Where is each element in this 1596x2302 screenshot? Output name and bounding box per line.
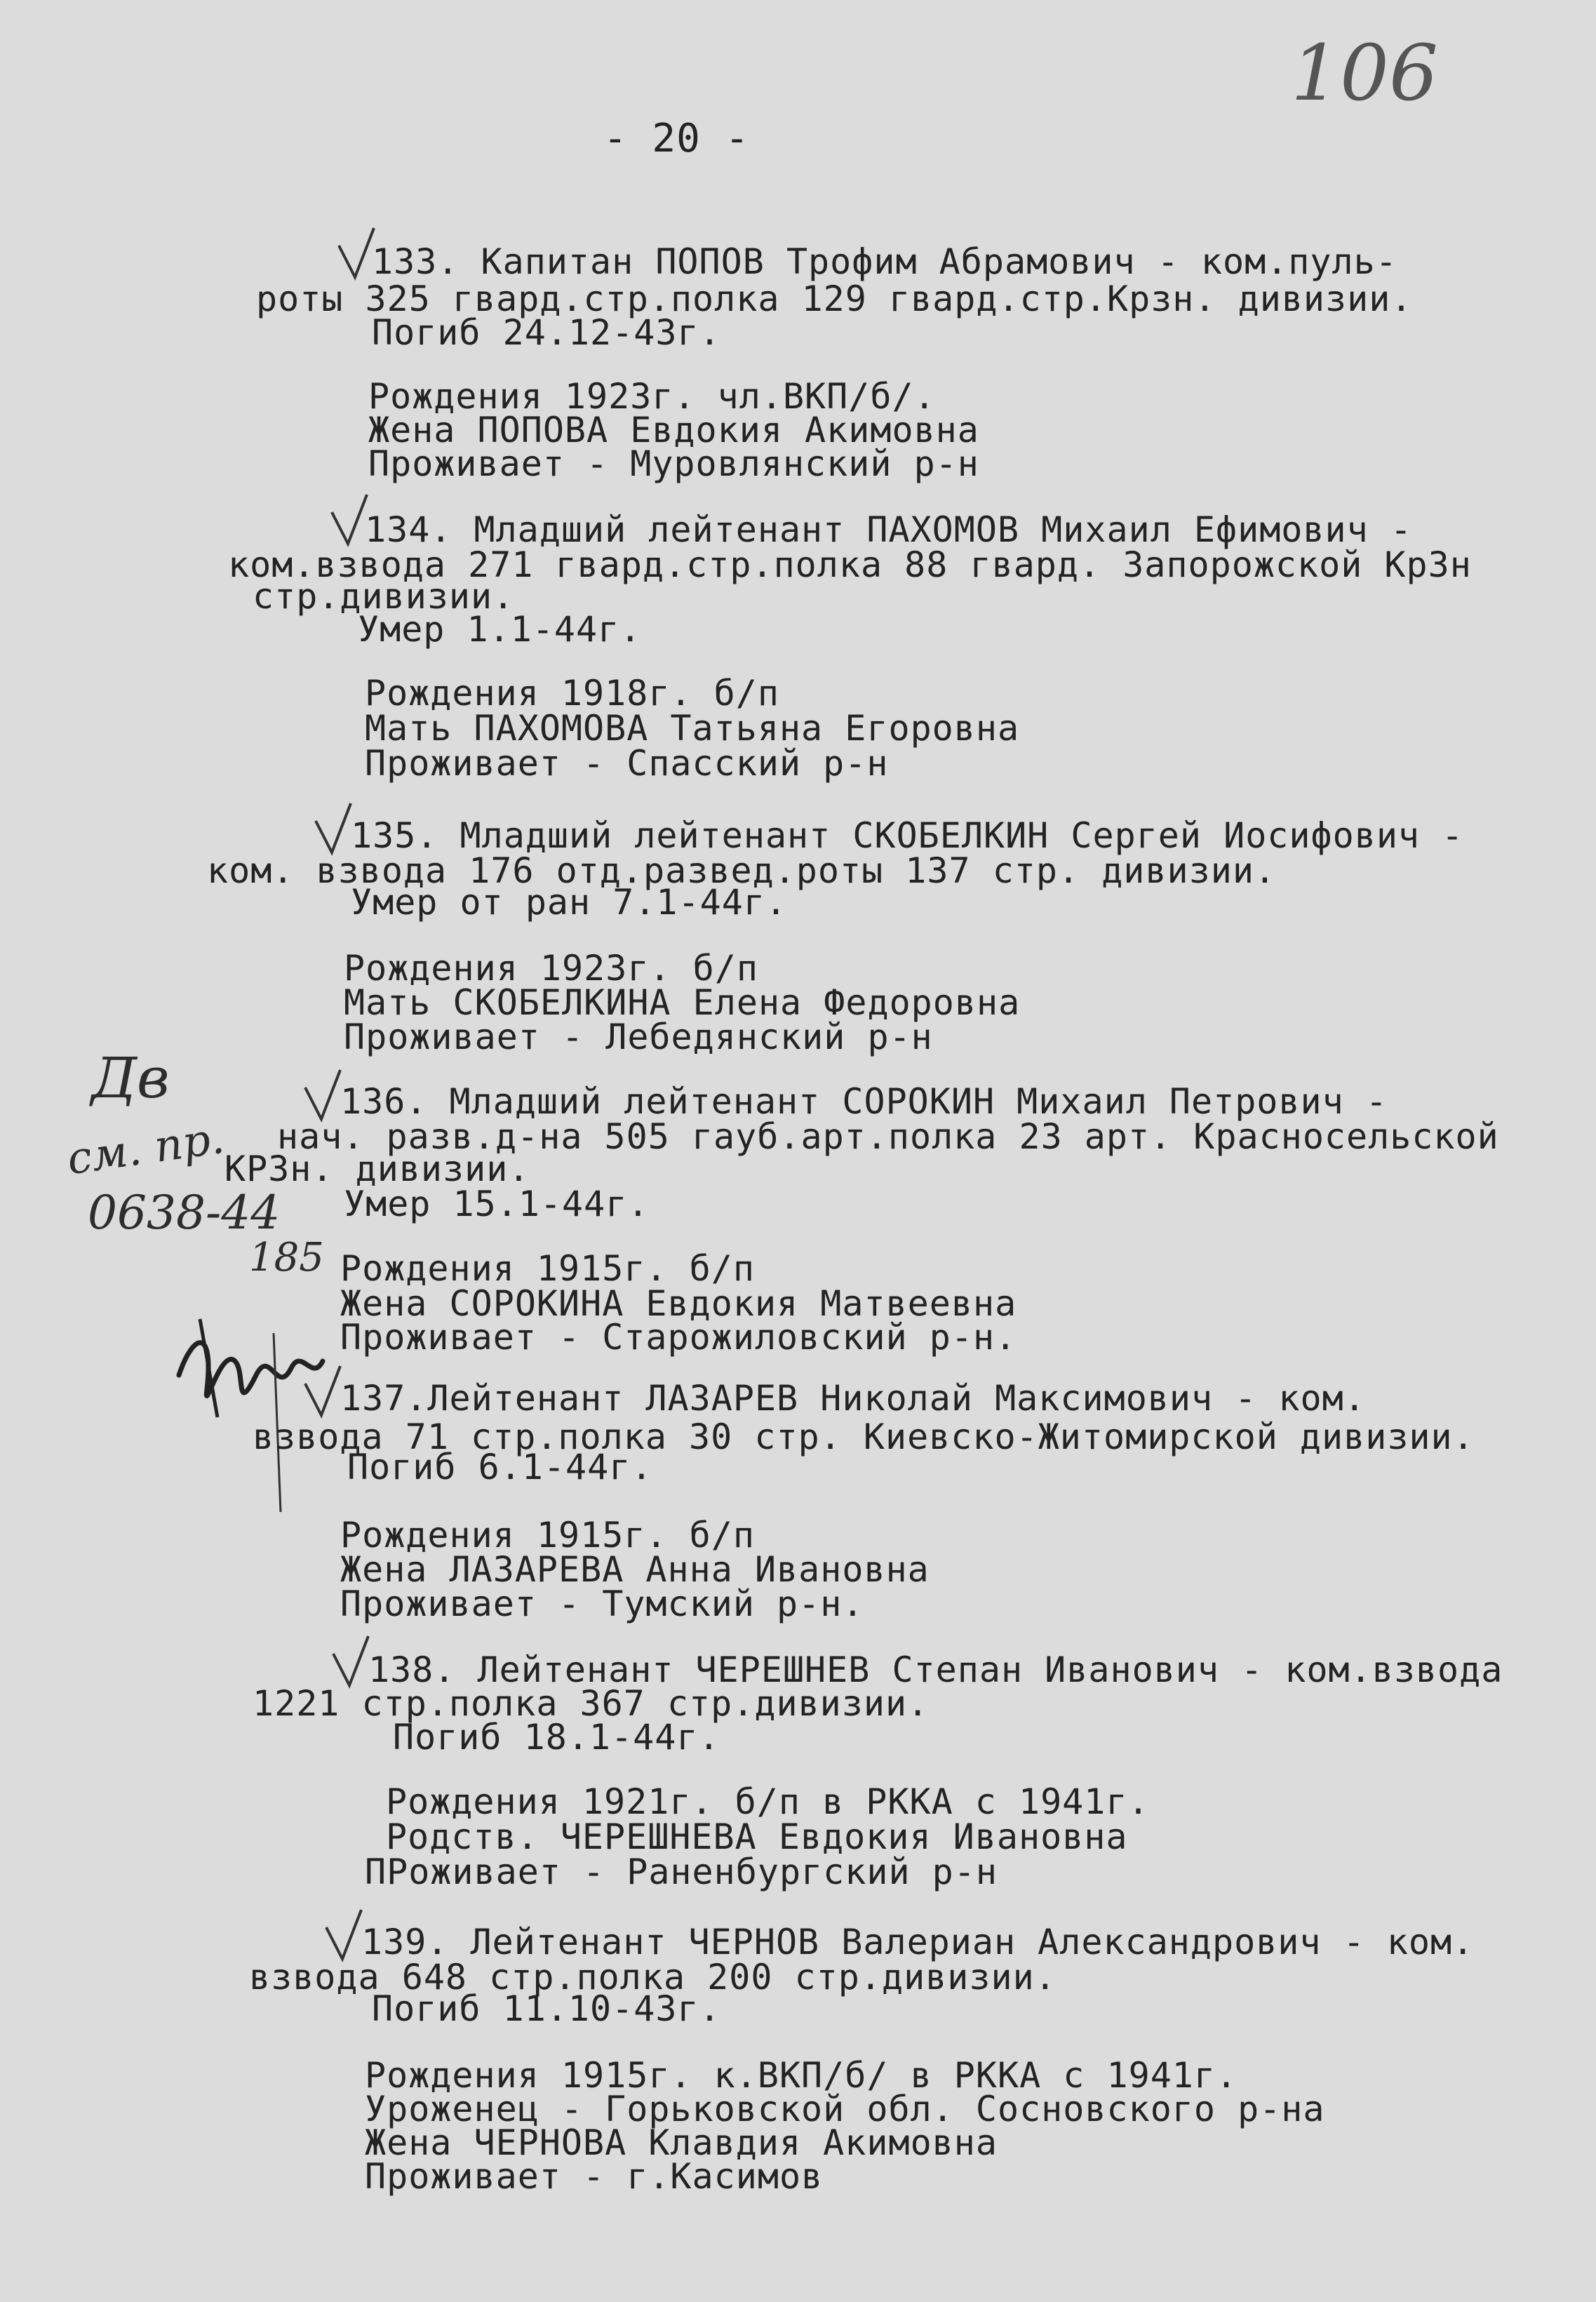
entry-134-line-1: 134. Младший лейтенант ПАХОМОВ Михаил Ефимович - [365, 509, 1412, 550]
entry-134-detail-2: Мать ПАХОМОВА Татьяна Егоровна [365, 708, 1020, 749]
entry-136-line-2: нач. разв.д-на 505 гауб.арт.полка 23 арт. Красносельской [277, 1116, 1499, 1157]
entry-137-line-3: Погиб 6.1-44г. [347, 1447, 653, 1487]
entry-139-detail-3: Жена ЧЕРНОВА Клавдия Акимовна [365, 2122, 998, 2163]
entry-134-line-3: стр.дивизии. [253, 576, 515, 617]
entry-139-detail-4: Проживает - г.Касимов [365, 2156, 824, 2197]
entry-136-line-4: Умер 15.1-44г. [344, 1184, 650, 1224]
entry-138-detail-3: ПРоживает - Раненбургский р-н [365, 1852, 998, 1892]
check-mark-icon [323, 1906, 365, 1962]
entry-133-detail-2: Жена ПОПОВА Евдокия Акимовна [368, 410, 979, 450]
entry-135-line-1: 135. Младший лейтенант СКОБЕЛКИН Сергей Иосифович - [351, 815, 1464, 856]
entry-139-line-3: Погиб 11.10-43г. [372, 1988, 721, 2029]
entry-137-line-2: взвода 71 стр.полка 30 стр. Киевско-Житомирской дивизии. [253, 1417, 1475, 1457]
entry-133-detail-1: Рождения 1923г. чл.ВКП/б/. [368, 376, 936, 417]
entry-137-detail-1: Рождения 1915г. б/п [340, 1515, 755, 1555]
check-mark-icon [302, 1363, 344, 1419]
check-mark-icon [330, 1633, 372, 1689]
check-mark-icon [328, 491, 370, 547]
entry-136-detail-2: Жена СОРОКИНА Евдокия Матвеевна [340, 1283, 1017, 1324]
margin-note-line-1: Дв [91, 1045, 170, 1111]
entry-139-detail-2: Уроженец - Горьковской обл. Сосновского р-на [365, 2089, 1325, 2129]
entry-139-line-2: взвода 648 стр.полка 200 стр.дивизии. [249, 1957, 1057, 1997]
margin-note-line-4: 185 [249, 1235, 324, 1280]
entry-135-line-3: Умер от ран 7.1-44г. [351, 882, 788, 923]
margin-note-line-3: 0638-44 [88, 1186, 281, 1240]
entry-138-line-3: Погиб 18.1-44г. [393, 1717, 720, 1758]
entry-135-detail-3: Проживает - Лебедянский р-н [344, 1017, 933, 1057]
entry-133-detail-3: Проживает - Муровлянский р-н [368, 443, 979, 484]
entry-133-line-1: 133. Капитан ПОПОВ Трофим Абрамович - ком.пуль- [372, 241, 1397, 282]
archive-number: 106 [1291, 28, 1438, 118]
entry-137-detail-2: Жена ЛАЗАРЕВА Анна Ивановна [340, 1549, 930, 1590]
check-mark-icon [312, 800, 354, 856]
entry-136-detail-3: Проживает - Старожиловский р-н. [340, 1317, 1017, 1358]
entry-133-line-2: роты 325 гвард.стр.полка 129 гвард.стр.Крзн. дивизии. [256, 279, 1413, 319]
entry-135-line-2: ком. взвода 176 отд.развед.роты 137 стр. дивизии. [207, 850, 1277, 891]
entry-139-line-1: 139. Лейтенант ЧЕРНОВ Валериан Александрович - ком. [361, 1922, 1475, 1962]
entry-135-detail-2: Мать СКОБЕЛКИНА Елена Федоровна [344, 982, 1021, 1023]
entry-133-line-3: Погиб 24.12-43г. [372, 312, 721, 353]
entry-134-detail-3: Проживает - Спасский р-н [365, 743, 889, 784]
entry-139-detail-1: Рождения 1915г. к.ВКП/б/ в РККА с 1941г. [365, 2055, 1238, 2096]
entry-136-detail-1: Рождения 1915г. б/п [340, 1248, 755, 1289]
entry-134-line-2: ком.взвода 271 гвард.стр.полка 88 гвард. Запорожской КрЗн [228, 544, 1472, 585]
entry-138-line-1: 138. Лейтенант ЧЕРЕШНЕВ Степан Иванович - ком.взвода [368, 1649, 1503, 1690]
page-number: - 20 - [603, 116, 750, 161]
entry-135-detail-1: Рождения 1923г. б/п [344, 948, 758, 989]
entry-134-detail-1: Рождения 1918г. б/п [365, 673, 779, 714]
entry-137-detail-3: Проживает - Тумский р-н. [340, 1584, 864, 1624]
entry-136-line-3: КРЗн. дивизии. [224, 1149, 530, 1189]
entry-136-line-1: 136. Младший лейтенант СОРОКИН Михаил Петрович - [340, 1081, 1388, 1122]
check-mark-icon [335, 225, 377, 281]
margin-note-line-2: см. пр. [64, 1111, 227, 1185]
entry-134-line-4: Умер 1.1-44г. [358, 609, 642, 650]
check-mark-icon [302, 1066, 344, 1123]
entry-138-line-2: 1221 стр.полка 367 стр.дивизии. [253, 1683, 930, 1724]
entry-138-detail-1: Рождения 1921г. б/п в РККА с 1941г. [386, 1781, 1150, 1822]
entry-138-detail-2: Родств. ЧЕРЕШНЕВА Евдокия Ивановна [386, 1816, 1128, 1857]
entry-137-line-1: 137.Лейтенант ЛАЗАРЕВ Николай Максимович - ком. [340, 1378, 1366, 1419]
